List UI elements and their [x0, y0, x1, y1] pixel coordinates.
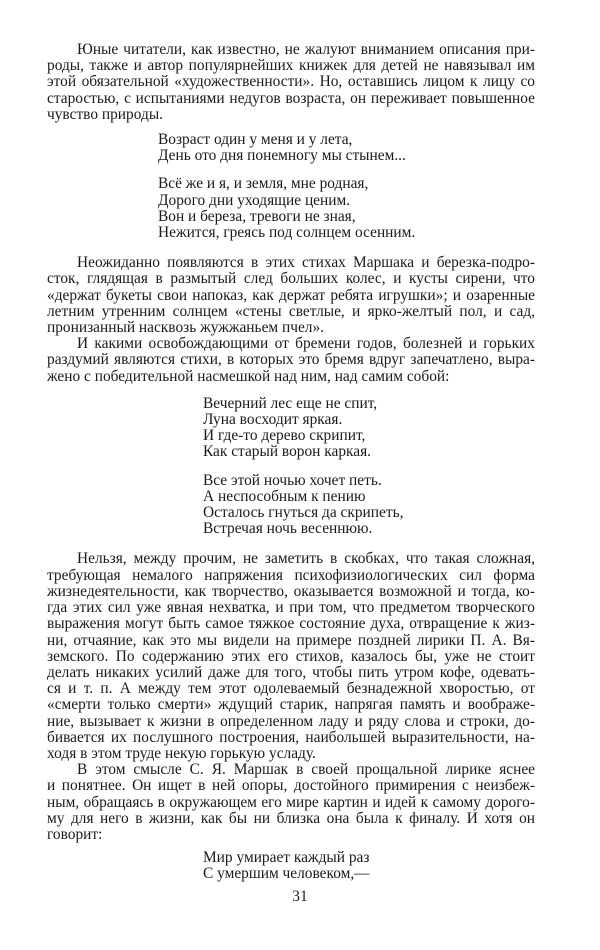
text-line: летним утренним солнцем «стены светлые, и ярко-желтый пол, и сад, [47, 302, 535, 320]
text-line: раздумий являются стихи, в которых это бремя вдруг запечатлено, выра- [47, 351, 535, 369]
poem-stanza [203, 850, 535, 882]
poem-line: Дорого дни уходящие ценим. [158, 191, 351, 209]
poem-line: Всё же и я, и земля, мне родная, [158, 175, 369, 193]
text-line: ни, отчаяние, как это мы видели на примере поздней лирики П. А. Вя- [47, 631, 535, 649]
text-line: сток, глядящая в размытый след больших колес, и кусты сирени, что [47, 270, 535, 288]
page-number: 31 [292, 888, 308, 905]
poem-line: Как старый ворон каркая. [203, 443, 372, 461]
poem-line: Вечерний лес еще не спит, [203, 394, 378, 412]
text-line: жено с победительной насмешкой над ним, над самим собой: [47, 367, 450, 385]
text-line: старостью, с испытаниями недугов возраста, он переживает повышенное [47, 89, 535, 107]
text-line: делать никаких усилий даже для того, чтобы пить утром кофе, одевать- [47, 663, 535, 681]
paragraph [47, 255, 535, 336]
poem-line: И где-то дерево скрипит, [203, 427, 366, 445]
poem-stanza [203, 473, 535, 538]
text-line: И какими освобождающими от бремени годов, болезней и горьких [77, 335, 535, 353]
paragraph [47, 336, 535, 385]
text-line: жизнедеятельности, как творчество, оказывается возможной и тогда, ко- [47, 582, 535, 600]
poem-stanza [158, 132, 535, 164]
text-line: и понятнее. Он ищет в ней опоры, достойного примирения с неизбеж- [47, 777, 535, 795]
text-line: ся и т. п. А между тем этот одолеваемый безнадежной хворостью, от [47, 680, 535, 698]
poem-quote [47, 850, 535, 882]
poem-line: День ото дня понемногу мы стынем... [158, 147, 406, 165]
text-line: этой обязательной «художественности». Но, оставшись лицом к лицу со [47, 73, 535, 91]
text-line: роды, также и автор популярнейших книжек для детей не навязывал им [47, 57, 535, 75]
text-line: ходя в этом труде некую горькую усладу. [47, 744, 316, 762]
text-line: В этом смысле С. Я. Маршак в своей прощальной лирике яснее [77, 761, 535, 779]
poem-line: Нежится, греясь под солнцем осенним. [158, 224, 416, 242]
page-body [47, 42, 535, 897]
poem-line: Возраст один у меня и у лета, [158, 131, 353, 149]
poem-line: С умершим человеком,— [203, 865, 370, 883]
text-line: Неожиданно появляются в этих стихах Маршака и березка-подро- [77, 254, 535, 272]
poem-line: А неспособным к пению [203, 487, 366, 505]
text-line: му для него в жизни, как бы ни близка она была к финалу. И хотя он [47, 809, 535, 827]
text-line: Нельзя, между прочим, не заметить в скобках, что такая сложная, [77, 550, 535, 568]
poem-line: Луна восходит яркая. [203, 411, 343, 429]
text-line: требующая немалого напряжения психофизиологических сил форма [47, 566, 535, 584]
text-line: Юные читатели, как известно, не жалуют вниманием описания при- [77, 41, 535, 58]
poem-stanza [158, 176, 535, 241]
text-line: гда этих сил уже явная нехватка, и при том, что предметом творческого [47, 599, 535, 617]
text-line: выражения могут быть самое тяжкое состояние духа, отвращение к жиз- [47, 615, 535, 633]
poem-line: Встречая ночь весеннюю. [203, 520, 373, 538]
text-line: ние, вызывает к жизни в определенном ладу и ряду слова и строки, до- [47, 712, 535, 730]
paragraph [47, 551, 535, 762]
poem-line: Все этой ночью хочет петь. [203, 471, 382, 489]
poem-line: Мир умирает каждый раз [203, 849, 370, 867]
poem-quote [47, 132, 535, 241]
text-line: ным, обращаясь в окружающем его мире картин и идей к самому дорого- [47, 793, 535, 811]
poem-line: Вон и береза, тревоги не зная, [158, 207, 356, 225]
text-line: говорит: [47, 825, 103, 843]
text-line: пронизанный насквозь жужжаньем пчел». [47, 319, 325, 337]
poem-quote [47, 396, 535, 538]
text-line: «держат букеты свои напоказ, как держат ребята игрушки»; и озаренные [47, 286, 535, 304]
poem-line: Осталось гнуться да скрипеть, [203, 504, 404, 522]
paragraph [47, 42, 535, 123]
text-line: бивается их послушного построения, наибольшей выразительности, на- [47, 728, 535, 746]
text-line: земского. По содержанию этих его стихов, казалось бы, уже не стоит [47, 647, 535, 665]
text-line: «смерти только смерти» ждущий старик, напрягая память и воображе- [47, 696, 535, 714]
paragraph [47, 762, 535, 843]
poem-stanza [203, 396, 535, 461]
text-line: чувство природы. [47, 105, 164, 123]
